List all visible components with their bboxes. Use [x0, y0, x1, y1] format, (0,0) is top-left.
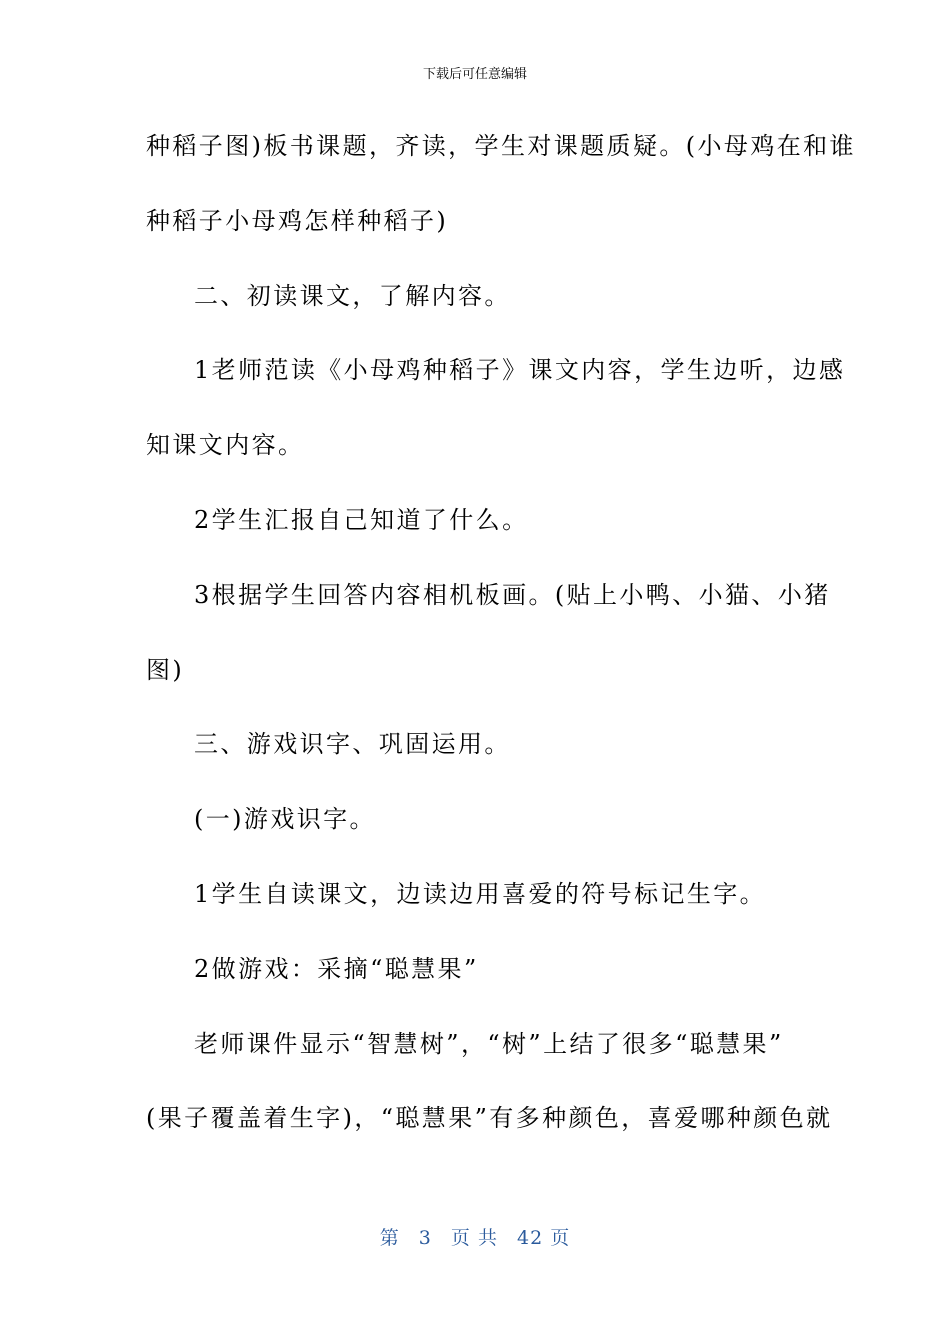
paragraph-line: 知课文内容。 [146, 431, 305, 460]
footer-mid: 页 共 [450, 1227, 498, 1249]
paragraph-line: 3根据学生回答内容相机板画。(贴上小鸭、小猫、小猪 [194, 580, 831, 609]
paragraph-line: 种稻子小母鸡怎样种稻子) [146, 206, 449, 235]
paragraph-line: 1学生自读课文，边读边用喜爱的符号标记生字。 [194, 879, 767, 908]
paragraph-line: 老师课件显示“智慧树”，“树”上结了很多“聪慧果” [194, 1029, 784, 1058]
current-page-number: 3 [418, 1227, 432, 1249]
footer-prefix: 第 [379, 1227, 400, 1249]
footer-suffix: 页 [550, 1227, 571, 1249]
paragraph-line: 1老师范读《小母鸡种稻子》课文内容，学生边听，边感 [194, 356, 846, 385]
paragraph-line: 种稻子图)板书课题，齐读，学生对课题质疑。(小母鸡在和谁 [146, 132, 856, 160]
page-header [0, 66, 950, 84]
page-footer [0, 1224, 950, 1252]
paragraph-line: (果子覆盖着生字)，“聪慧果”有多种颜色，喜爱哪种颜色就 [146, 1104, 833, 1133]
document-body [146, 126, 856, 1173]
header-text: 下载后可任意编辑 [422, 67, 527, 82]
paragraph-line: 2做游戏：采摘“聪慧果” [194, 954, 479, 983]
section-heading: 二、初读课文，了解内容。 [194, 281, 511, 310]
paragraph-line: 图) [146, 655, 185, 684]
total-pages-number: 42 [517, 1227, 544, 1249]
paragraph-line: 2学生汇报自己知道了什么。 [194, 505, 529, 534]
section-heading: 三、游戏识字、巩固运用。 [194, 730, 511, 759]
subsection-heading: (一)游戏识字。 [194, 805, 376, 834]
